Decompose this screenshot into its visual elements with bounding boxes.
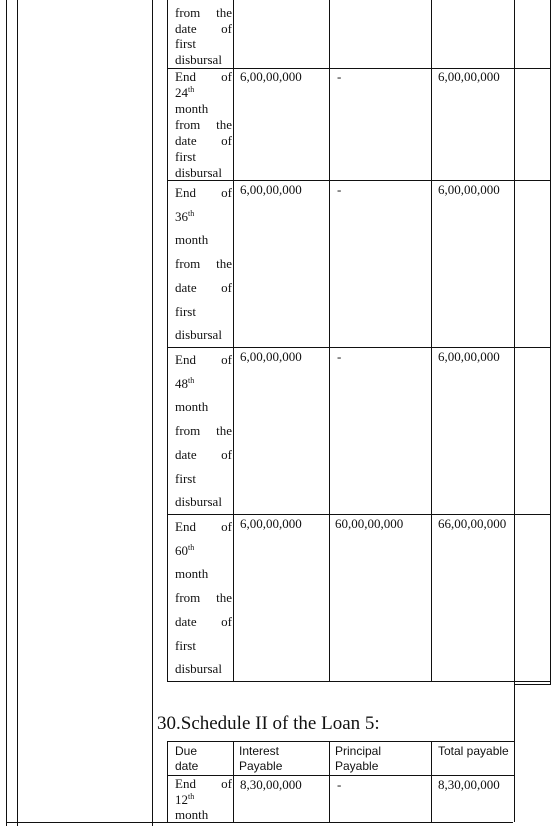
table-line [431,0,432,682]
interest-60: 6,00,00,000 [240,516,302,531]
section-heading: 30.Schedule II of the Loan 5: [157,713,380,734]
inner-left-border [17,0,18,826]
interest-24: 6,00,00,000 [240,69,302,84]
table-line [233,0,234,682]
principal-36: - [337,182,342,197]
interest-12: 8,30,00,000 [240,777,302,792]
header-interest-payable: Interest Payable [239,744,283,773]
interest-36: 6,00,00,000 [240,182,302,197]
due-date-36-month: End of 36th month from the date of first disbursal [175,185,232,343]
outer-right-border [550,0,551,685]
table-line [329,741,330,823]
table-line [167,741,515,742]
table-line [233,741,234,823]
interest-48: 6,00,00,000 [240,349,302,364]
header-due-date: Due date [175,744,199,773]
total-36: 6,00,00,000 [438,182,500,197]
table-line [514,0,515,822]
table-line [514,684,551,685]
header-total-payable: Total payable [438,744,509,758]
bottom-border [6,822,513,823]
due-date-48-month: End of 48th month from the date of first disbursal [175,352,232,510]
total-24: 6,00,00,000 [438,69,500,84]
principal-48: - [337,349,342,364]
due-date-fragment: from the date of first disbursal [175,5,232,67]
principal-60: 60,00,00,000 [335,516,404,531]
total-48: 6,00,00,000 [438,349,500,364]
table-line [431,741,432,823]
table-line [167,681,551,682]
principal-24: - [337,69,342,84]
due-date-60-month: End of 60th month from the date of first disbursal [175,519,232,677]
total-60: 66,00,00,000 [438,516,507,531]
header-principal-payable: Principal Payable [335,744,382,773]
table-line [329,0,330,682]
due-date-24-month: End of 24th month from the date of first disbursal [175,69,232,180]
column-divider [152,0,153,826]
principal-12: - [337,777,342,792]
table-line [167,741,168,823]
total-12: 8,30,00,000 [438,777,500,792]
table-line [167,0,168,682]
due-date-12-month: End of 12th month [175,776,232,822]
outer-left-border [6,0,7,826]
